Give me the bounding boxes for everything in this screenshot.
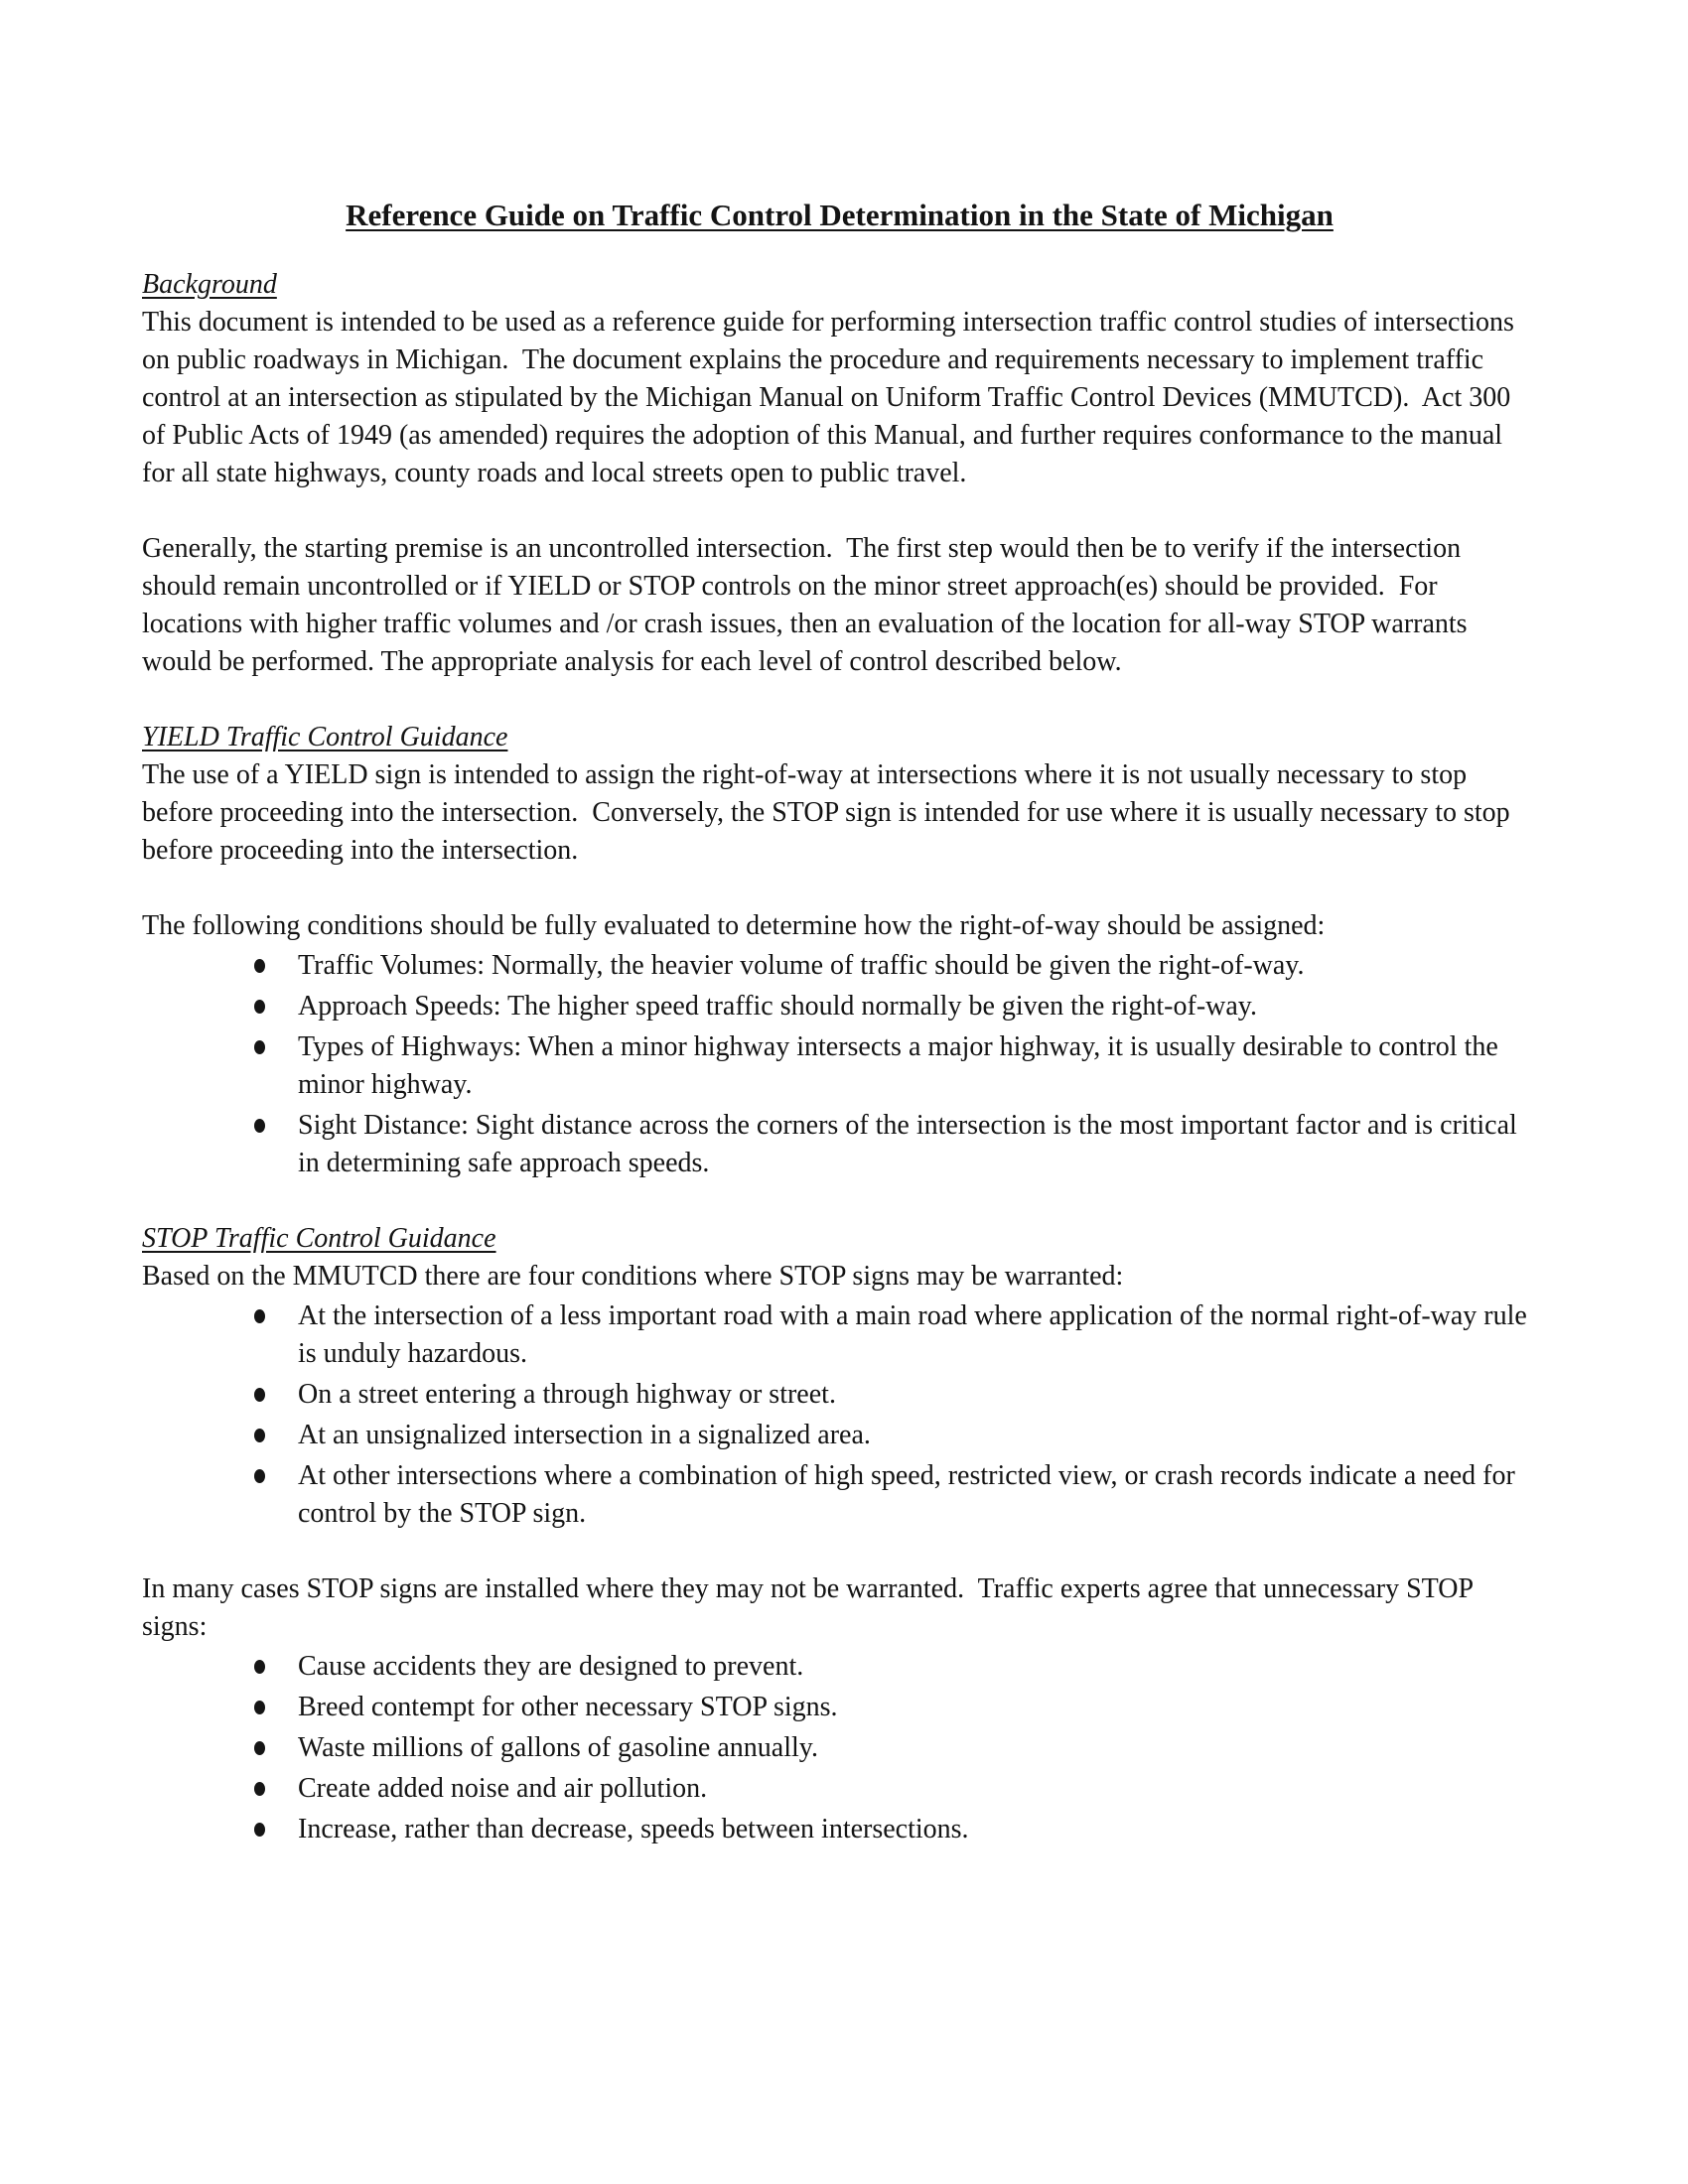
section-background (142, 266, 1537, 681)
yield-conditions-list (142, 947, 1537, 1182)
stop-warrant-conditions-list (142, 1297, 1537, 1533)
section-stop-guidance (142, 1220, 1537, 1848)
stop-warrants-leadin: Based on the MMUTCD there are four conditions where STOP signs may be warranted: (142, 1261, 1124, 1292)
list-item: At an unsignalized intersection in a signalized area. (298, 1417, 1537, 1454)
list-item: Breed contempt for other necessary STOP signs. (298, 1689, 1537, 1726)
list-item: Cause accidents they are designed to prevent. (298, 1648, 1537, 1686)
list-item: At the intersection of a less important road with a main road where application of the normal right-of-way rule is unduly hazardous. (298, 1297, 1537, 1373)
list-item: Create added noise and air pollution. (298, 1770, 1537, 1808)
list-item: At other intersections where a combination of high speed, restricted view, or crash records indicate a need for control by the STOP sign. (298, 1457, 1537, 1533)
section-heading-background: Background (142, 269, 277, 300)
list-item: Sight Distance: Sight distance across the corners of the intersection is the most important factor and is critical in determining safe approach speeds. (298, 1107, 1537, 1182)
unnecessary-stop-effects-list (142, 1648, 1537, 1848)
yield-paragraph-1: The use of a YIELD sign is intended to assign the right-of-way at intersections where it is not usually necessary to stop before proceeding into the intersection. Conversely, the STOP sign is intended for use where it is usually necessary to stop before proceeding into the intersection. (142, 759, 1517, 866)
yield-conditions-leadin: The following conditions should be fully evaluated to determine how the right-of-way should be assigned: (142, 910, 1326, 941)
background-paragraph-2: Generally, the starting premise is an uncontrolled intersection. The first step would then be to verify if the intersection should remain uncontrolled or if YIELD or STOP controls on the minor street approach(es) should be provided. For locations with higher traffic volumes and /or crash issues, then an evaluation of the location for all-way STOP warrants would be performed. The appropriate analysis for each level of control described below. (142, 533, 1475, 677)
list-item: Increase, rather than decrease, speeds between intersections. (298, 1811, 1537, 1848)
list-item: Approach Speeds: The higher speed traffic should normally be given the right-of-way. (298, 988, 1537, 1025)
list-item: Types of Highways: When a minor highway intersects a major highway, it is usually desirable to control the minor highway. (298, 1028, 1537, 1104)
list-item: Traffic Volumes: Normally, the heavier volume of traffic should be given the right-of-way. (298, 947, 1537, 985)
document-title: Reference Guide on Traffic Control Determination in the State of Michigan (346, 198, 1334, 232)
list-item: On a street entering a through highway or street. (298, 1376, 1537, 1414)
section-heading-yield: YIELD Traffic Control Guidance (142, 722, 508, 752)
list-item: Waste millions of gallons of gasoline annually. (298, 1729, 1537, 1767)
unnecessary-stop-leadin: In many cases STOP signs are installed where they may not be warranted. Traffic experts agree that unnecessary STOP signs: (142, 1573, 1480, 1642)
section-yield-guidance (142, 719, 1537, 1182)
background-paragraph-1: This document is intended to be used as a reference guide for performing intersection traffic control studies of intersections on public roadways in Michigan. The document explains the procedure and requirements necessary to implement traffic control at an intersection as stipulated by the Michigan Manual on Uniform Traffic Control Devices (MMUTCD). Act 300 of Public Acts of 1949 (as amended) requires the adoption of this Manual, and further requires conformance to the manual for all state highways, county roads and local streets open to public travel. (142, 307, 1521, 488)
section-heading-stop: STOP Traffic Control Guidance (142, 1223, 496, 1254)
